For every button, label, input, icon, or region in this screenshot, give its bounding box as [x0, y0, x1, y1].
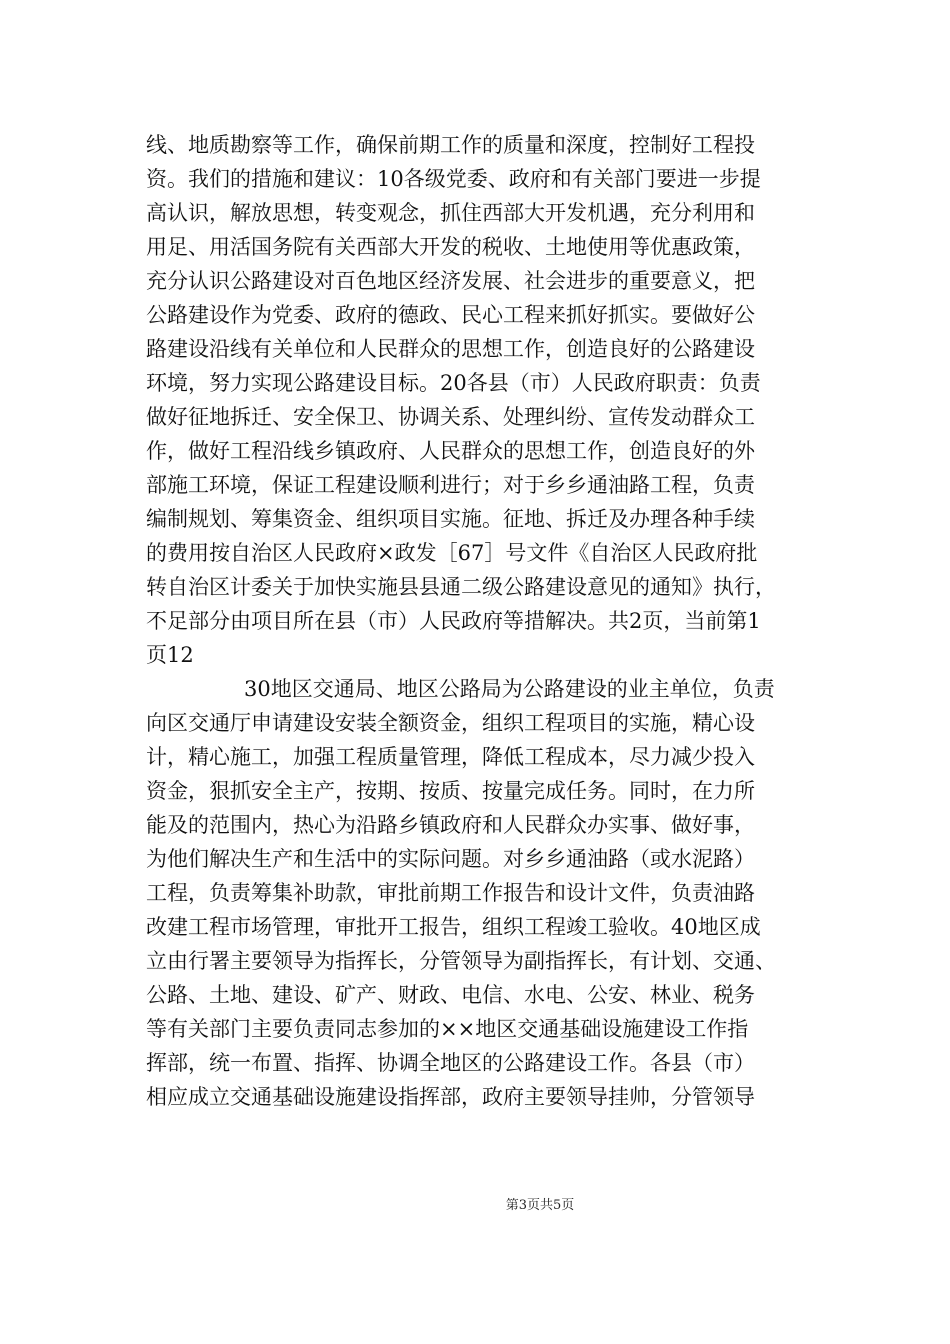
text-line: 页12 — [146, 643, 194, 667]
text-line: 做好征地拆迁、安全保卫、协调关系、处理纠纷、宣传发动群众工 — [146, 405, 755, 429]
text-line: 公路、土地、建设、矿产、财政、电信、水电、公安、林业、税务 — [146, 983, 755, 1007]
body-text — [146, 128, 810, 1114]
text-line: 相应成立交通基础设施建设指挥部，政府主要领导挂帅，分管领导 — [146, 1085, 755, 1109]
text-line: 改建工程市场管理，审批开工报告，组织工程竣工验收。40地区成 — [146, 915, 761, 939]
text-line: 线、地质勘察等工作，确保前期工作的质量和深度，控制好工程投 — [146, 133, 755, 157]
text-line: 工程，负责筹集补助款，审批前期工作报告和设计文件，负责油路 — [146, 881, 755, 905]
paragraph-start-line: 30地区交通局、地区公路局为公路建设的业主单位，负责 — [244, 677, 775, 701]
text-line: 充分认识公路建设对百色地区经济发展、社会进步的重要意义，把 — [146, 269, 755, 293]
text-line: 为他们解决生产和生活中的实际问题。对乡乡通油路（或水泥路） — [146, 847, 755, 871]
text-line: 高认识，解放思想，转变观念，抓住西部大开发机遇，充分利用和 — [146, 201, 755, 225]
text-line: 向区交通厅申请建设安装全额资金，组织工程项目的实施，精心设 — [146, 711, 755, 735]
text-line: 作，做好工程沿线乡镇政府、人民群众的思想工作，创造良好的外 — [146, 439, 755, 463]
text-line: 的费用按自治区人民政府×政发［67］号文件《自治区人民政府批 — [146, 541, 758, 565]
text-line: 转自治区计委关于加快实施县县通二级公路建设意见的通知》执行， — [146, 575, 776, 599]
page-footer: 第3页共5页 — [505, 1198, 575, 1213]
text-line: 公路建设作为党委、政府的德政、民心工程来抓好抓实。要做好公 — [146, 303, 755, 327]
text-line: 立由行署主要领导为指挥长，分管领导为副指挥长，有计划、交通、 — [146, 949, 776, 973]
text-line: 挥部，统一布置、指挥、协调全地区的公路建设工作。各县（市） — [146, 1051, 755, 1075]
text-line: 能及的范围内，热心为沿路乡镇政府和人民群众办实事、做好事， — [146, 813, 755, 837]
text-line: 资金，狠抓安全主产，按期、按质、按量完成任务。同时，在力所 — [146, 779, 755, 803]
text-line: 资。我们的措施和建议：10各级党委、政府和有关部门要进一步提 — [146, 167, 761, 191]
text-line: 计，精心施工，加强工程质量管理，降低工程成本，尽力减少投入 — [146, 745, 755, 769]
text-line: 不足部分由项目所在县（市）人民政府等措解决。共2页，当前第1 — [146, 609, 761, 633]
text-line: 用足、用活国务院有关西部大开发的税收、土地使用等优惠政策， — [146, 235, 755, 259]
text-line: 部施工环境，保证工程建设顺利进行；对于乡乡通油路工程，负责 — [146, 473, 755, 497]
text-line: 等有关部门主要负责同志参加的××地区交通基础设施建设工作指 — [146, 1017, 749, 1041]
text-line: 编制规划、筹集资金、组织项目实施。征地、拆迁及办理各种手续 — [146, 507, 755, 531]
text-line: 路建设沿线有关单位和人民群众的思想工作，创造良好的公路建设 — [146, 337, 755, 361]
text-line: 环境，努力实现公路建设目标。20各县（市）人民政府职责：负责 — [146, 371, 761, 395]
